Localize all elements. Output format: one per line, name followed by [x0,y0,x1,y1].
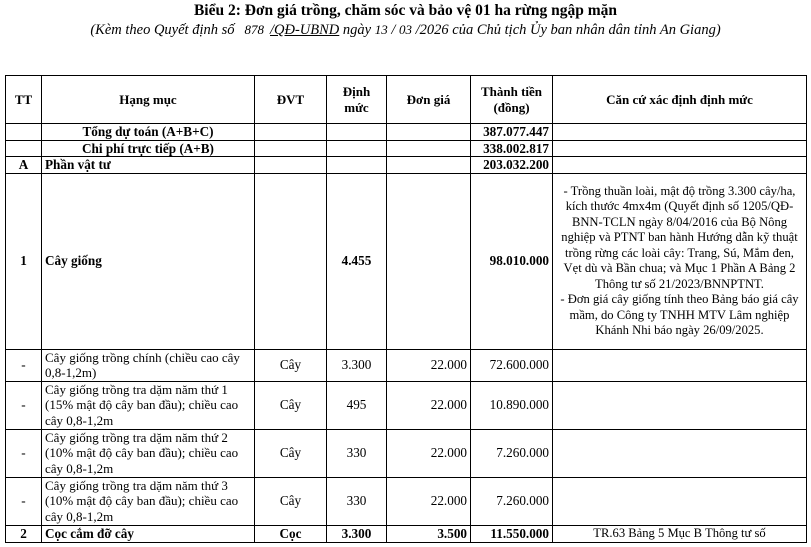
empty-cell [327,140,387,157]
item-row-coc [6,525,807,542]
decision-month: 03 [399,22,412,37]
thanh-tien-cell: 7.260.000 [471,477,553,525]
dinh-muc-cell: 495 [327,381,387,429]
don-gia-cell: 22.000 [387,381,471,429]
dvt-cell: Cây [255,429,327,477]
col-header-tt: TT [6,76,42,124]
tt-cell [6,140,42,157]
tt-cell: - [6,429,42,477]
sub-row [6,477,807,525]
summary-row-direct [6,140,807,157]
empty-cell [387,124,471,141]
subtitle-prefix: (Kèm theo Quyết định số [90,22,235,38]
sub-row [6,429,807,477]
thanh-tien-cell: 7.260.000 [471,429,553,477]
empty-cell [327,157,387,174]
header-row [6,76,807,124]
empty-cell [553,140,807,157]
col-header-thanh-tien: Thành tiền (đồng) [471,76,553,124]
tt-cell: - [6,349,42,381]
can-cu-note-1: - Trồng thuần loài, mật độ trồng 3.300 cây/ha, kích thước 4mx4m (Quyết định số 1205/QĐ-BNN-TCLN ngày 8/04/2016 của Bộ Nông nghiệp và PTNT ban hành Hướng dẫn kỹ thuật trồng rừng các loài cây: Trang, Sú, Mắm đen, Vẹt dù và Bần chua; và Mục 1 Phần A Bảng 2 Thông tư số 21/2023/BNNPTNT. [561,183,798,291]
don-gia-cell: 22.000 [387,477,471,525]
thanh-tien-cell: 338.002.817 [471,140,553,157]
col-header-dinh-muc: Định mức [327,76,387,124]
section-row-a [6,157,807,174]
decision-day: 13 [374,22,388,37]
document-title: Biểu 2: Đơn giá trồng, chăm sóc và bảo vệ 01 ha rừng ngập mặn [193,2,618,19]
col-header-hang-muc: Hạng mục [42,76,255,124]
empty-cell [387,157,471,174]
tt-cell: - [6,477,42,525]
empty-cell [387,140,471,157]
document-subtitle: (Kèm theo Quyết định số 878 /QĐ-UBND ngày 13 / 03 /2026 của Chủ tịch Ủy ban nhân dân tỉnh An Giang) [90,22,721,38]
empty-cell [255,140,327,157]
tt-cell: A [6,157,42,174]
empty-cell [255,124,327,141]
hang-muc-cell: Tổng dự toán (A+B+C) [42,124,255,141]
don-gia-cell: 3.500 [387,525,471,542]
subtitle-suffix: /2026 của Chủ tịch Ủy ban nhân dân tỉnh An Giang) [415,22,721,38]
thanh-tien-cell: 72.600.000 [471,349,553,381]
hang-muc-cell: Chi phí trực tiếp (A+B) [42,140,255,157]
dinh-muc-cell: 330 [327,477,387,525]
hang-muc-cell: Cây giống [42,173,255,349]
can-cu-cell [553,173,807,349]
dinh-muc-cell: 3.300 [327,349,387,381]
dvt-cell: Cọc [255,525,327,542]
tt-cell: - [6,381,42,429]
empty-cell [553,157,807,174]
dinh-muc-cell: 3.300 [327,525,387,542]
col-header-don-gia: Đơn giá [387,76,471,124]
hang-muc-cell: Cây giống trồng tra dặm năm thứ 3 (10% mật độ cây ban đầu); chiều cao cây 0,8-1,2m [42,477,255,525]
thanh-tien-cell: 10.890.000 [471,381,553,429]
don-gia-cell: 22.000 [387,429,471,477]
dvt-cell [255,173,327,349]
tt-cell: 2 [6,525,42,542]
decision-code: /QĐ-UBND [270,22,340,38]
empty-cell [553,381,807,429]
summary-row-total [6,124,807,141]
sub-row [6,349,807,381]
hang-muc-cell: Cây giống trồng chính (chiều cao cây 0,8-1,2m) [42,349,255,381]
can-cu-cell: TR.63 Bảng 5 Mục B Thông tư số [553,525,807,542]
subtitle-date-label: ngày [339,22,372,38]
thanh-tien-cell: 98.010.000 [471,173,553,349]
tt-cell [6,124,42,141]
empty-cell [553,124,807,141]
empty-cell [255,157,327,174]
cost-table [5,75,807,543]
thanh-tien-cell: 203.032.200 [471,157,553,174]
empty-cell [553,477,807,525]
col-header-dvt: ĐVT [255,76,327,124]
empty-cell [553,429,807,477]
item-row-cay-giong [6,173,807,349]
dinh-muc-cell: 4.455 [327,173,387,349]
can-cu-note-2: - Đơn giá cây giống tính theo Bảng báo giá cây mầm, do Công ty TNHH MTV Lâm nghiệp Khánh Nhi báo ngày 26/09/2025. [560,292,799,337]
hang-muc-cell: Cọc cắm đỡ cây [42,525,255,542]
hang-muc-cell: Cây giống trồng tra dặm năm thứ 1 (15% mật độ cây ban đầu); chiều cao cây 0,8-1,2m [42,381,255,429]
don-gia-cell [387,173,471,349]
thanh-tien-cell: 11.550.000 [471,525,553,542]
thanh-tien-cell: 387.077.447 [471,124,553,141]
tt-cell: 1 [6,173,42,349]
dvt-cell: Cây [255,477,327,525]
empty-cell [327,124,387,141]
don-gia-cell: 22.000 [387,349,471,381]
dvt-cell: Cây [255,381,327,429]
dinh-muc-cell: 330 [327,429,387,477]
col-header-can-cu: Căn cứ xác định định mức [553,76,807,124]
empty-cell [553,349,807,381]
hang-muc-cell: Cây giống trồng tra dặm năm thứ 2 (10% mật độ cây ban đầu); chiều cao cây 0,8-1,2m [42,429,255,477]
hang-muc-cell: Phần vật tư [42,157,255,174]
dvt-cell: Cây [255,349,327,381]
sub-row [6,381,807,429]
decision-number: 878 [244,22,264,37]
